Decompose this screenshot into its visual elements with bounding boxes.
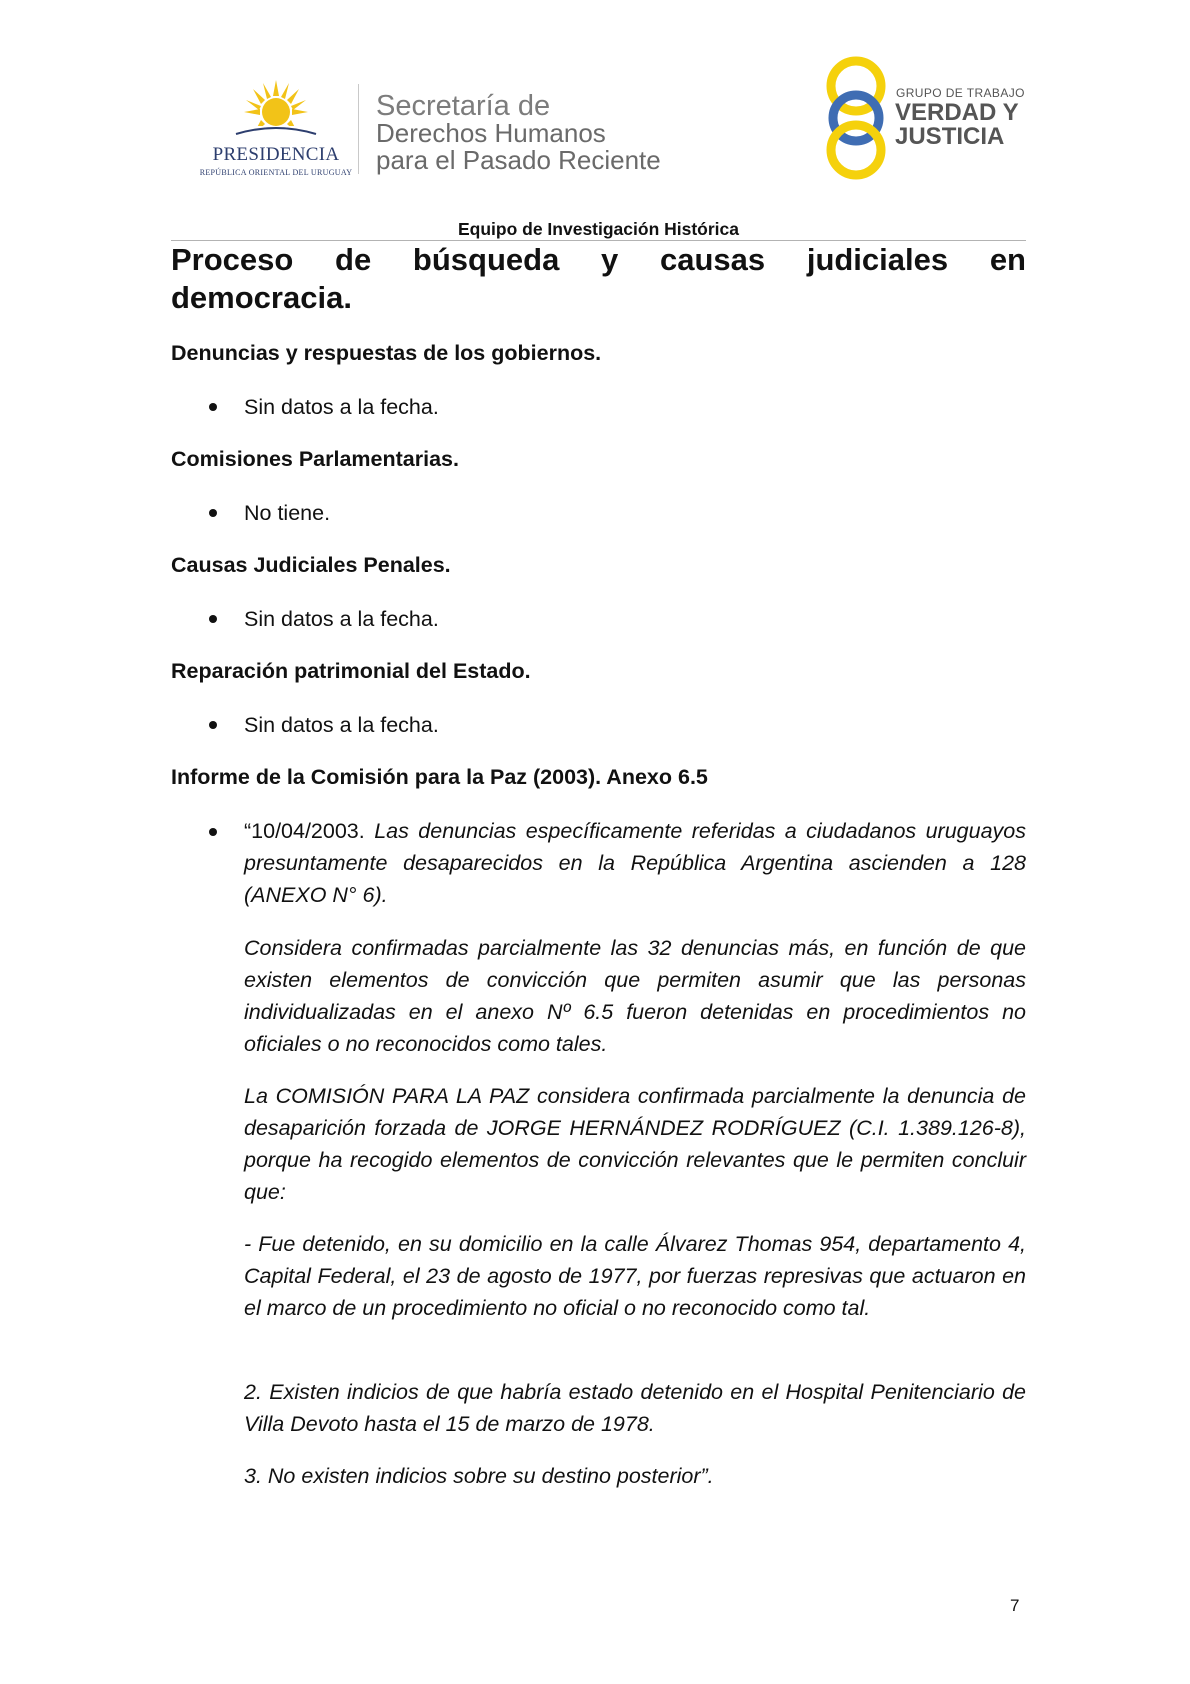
- secretaria-line-2: Derechos Humanos: [376, 118, 606, 148]
- page-title: [171, 241, 1026, 317]
- presidencia-logo: [196, 78, 356, 178]
- list-item: [171, 711, 1026, 739]
- list-item-text: No tiene.: [244, 501, 331, 525]
- bullet-icon: [209, 615, 217, 623]
- quote-paragraph-5: [244, 1376, 1026, 1440]
- quote-paragraph-1: [244, 815, 1026, 911]
- page-number: 7: [1010, 1596, 1020, 1615]
- bullet-icon: [209, 828, 217, 836]
- interlocking-rings-icon: [820, 56, 892, 181]
- section-heading: Comisiones Parlamentarias.: [171, 447, 459, 471]
- vj-title-line-2: JUSTICIA: [895, 123, 1005, 150]
- vj-small-text: GRUPO DE TRABAJO: [896, 86, 1025, 100]
- list-item: [171, 499, 1026, 527]
- list-item-text: Sin datos a la fecha.: [244, 607, 439, 631]
- page-title-line-2: democracia.: [171, 280, 352, 315]
- quote-date: “10/04/2003.: [244, 819, 365, 843]
- presidencia-subtitle: REPÚBLICA ORIENTAL DEL URUGUAY: [199, 168, 353, 177]
- team-heading: Equipo de Investigación Histórica: [457, 219, 740, 239]
- logo-divider: [358, 84, 359, 174]
- page-title-line-1: Proceso de búsqueda y causas judiciales en: [171, 242, 1026, 277]
- secretaria-logotype: [376, 92, 661, 174]
- quote-text: La COMISIÓN PARA LA PAZ considera confirmada parcialmente la denuncia de desaparición forzada de JORGE HERNÁNDEZ RODRÍGUEZ (C.I. 1.389.126-8), porque ha recogido elementos de convicción relevantes que le permiten concluir que:: [244, 1084, 1026, 1204]
- verdad-justicia-logo: [820, 56, 1030, 181]
- bullet-icon: [209, 403, 217, 411]
- vj-title-line-1: VERDAD Y: [895, 99, 1019, 126]
- quote-text: Las denuncias específicamente referidas a ciudadanos uruguayos presuntamente desaparecidos en la República Argentina ascienden a 128 (ANEXO N° 6).: [244, 819, 1026, 907]
- page-header: [0, 0, 1190, 239]
- list-item-text: Sin datos a la fecha.: [244, 713, 439, 737]
- bullet-icon: [209, 509, 217, 517]
- quote-paragraph-3: [244, 1080, 1026, 1208]
- quote-paragraph-4: [244, 1228, 1026, 1324]
- quote-paragraph-2: [244, 932, 1026, 1060]
- list-item: [171, 605, 1026, 633]
- list-item-text: Sin datos a la fecha.: [244, 395, 439, 419]
- list-item: [171, 393, 1026, 421]
- quote-text: 2. Existen indicios de que habría estado detenido en el Hospital Penitenciario de Villa Devoto hasta el 15 de marzo de 1978.: [244, 1380, 1026, 1436]
- quote-paragraph-6: [244, 1460, 1026, 1492]
- secretaria-line-3: para el Pasado Reciente: [376, 145, 661, 175]
- quote-text: 3. No existen indicios sobre su destino posterior”.: [244, 1464, 714, 1488]
- section-heading: Denuncias y respuestas de los gobiernos.: [171, 341, 602, 365]
- bullet-icon: [209, 721, 217, 729]
- secretaria-line-1: Secretaría de: [376, 90, 551, 122]
- section-heading: Informe de la Comisión para la Paz (2003). Anexo 6.5: [171, 765, 708, 789]
- sun-emblem-icon: [234, 78, 318, 142]
- quote-text: Considera confirmadas parcialmente las 32 denuncias más, en función de que existen elementos de convicción que permiten asumir que las personas individualizadas en el anexo Nº 6.5 fueron detenidas en procedimientos no oficiales o no reconocidos como tales.: [244, 936, 1026, 1056]
- section-heading: Reparación patrimonial del Estado.: [171, 659, 531, 683]
- quote-text: - Fue detenido, en su domicilio en la calle Álvarez Thomas 954, departamento 4, Capital Federal, el 23 de agosto de 1977, por fuerzas represivas que actuaron en el marco de un procedimiento no oficial o no reconocido como tal.: [244, 1232, 1026, 1320]
- presidencia-wordmark: PRESIDENCIA: [212, 144, 340, 165]
- section-heading: Causas Judiciales Penales.: [171, 553, 451, 577]
